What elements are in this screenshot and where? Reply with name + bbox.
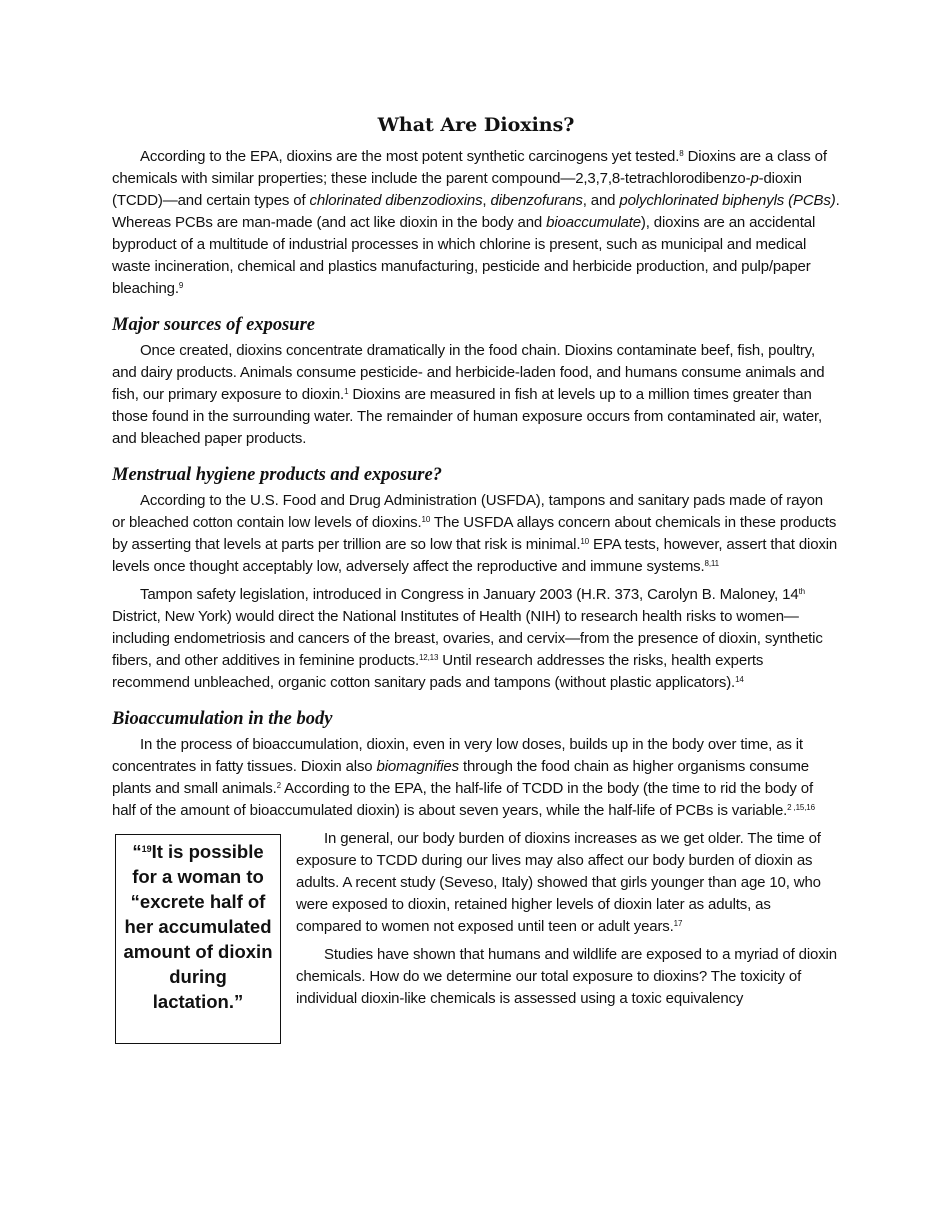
text-run: Dioxins are a class of chemicals with similar properties; these include the parent compound—2,3,7,8-tetrachlorodibenzo- — [112, 148, 827, 187]
footnote-ref: 9 — [178, 281, 184, 290]
footnote-ref: th — [798, 587, 805, 596]
paragraph — [112, 340, 840, 450]
section-major-sources — [112, 340, 840, 450]
section-heading-major-sources: Major sources of exposure — [112, 315, 315, 335]
text-run: , and — [582, 192, 620, 209]
text-run: It is possible for a woman to “excrete half of her accumulated amount of dioxin during lactation.” — [123, 841, 273, 1012]
footnote-ref: 2 ,15,16 — [787, 803, 815, 812]
text-run: District, New York) would direct the National Institutes of Health (NIH) to research health risks to women—including endometriosis and cancers of the breast, ovaries, and cervix—from the presence of dioxin, synthetic fibers, and other additives in feminine products. — [112, 608, 823, 669]
footnote-ref: 10 — [580, 537, 589, 546]
footnote-ref: 8 — [679, 149, 684, 158]
italic-text: bioaccumulate — [546, 214, 641, 231]
text-run: According to the EPA, dioxins are the most potent synthetic carcinogens yet tested. — [140, 148, 680, 165]
text-run: Tampon safety legislation, introduced in Congress in January 2003 (H.R. 373, Carolyn B. Maloney, 14 — [140, 586, 799, 603]
text-run: “ — [132, 841, 142, 862]
text-run: In general, our body burden of dioxins increases as we get older. The time of exposure to TCDD during our lives may also affect our body burden of dioxin as adults. A recent study (Seveso, Italy) showed that girls younger than age 10, who were exposed to dioxin, retained higher levels of dioxin later as adults, as compared to women not exposed until teen or adult years. — [296, 830, 821, 935]
text-run: Dioxins are measured in fish at levels up to a million times greater than those found in the surrounding water. The remainder of human exposure occurs from contaminated air, water, and bleached paper products. — [112, 386, 823, 447]
footnote-ref: 8,11 — [704, 559, 719, 568]
section-menstrual-products — [112, 490, 840, 694]
text-run: Until research addresses the risks, health experts recommend unbleached, organic cotton sanitary pads and tampons (without plastic applicators). — [112, 652, 764, 691]
page-title: What Are Dioxins? — [377, 114, 575, 136]
footnote-ref: 17 — [673, 919, 683, 928]
text-run: In the process of bioaccumulation, dioxin, even in very low doses, builds up in the body over time, as it concentrates in fatty tissues. Dioxin also — [112, 736, 803, 775]
footnote-ref: 12,13 — [419, 653, 439, 662]
italic-text: polychlorinated biphenyls (PCBs) — [619, 192, 836, 209]
paragraph — [112, 734, 840, 822]
footnote-ref: 19 — [141, 844, 152, 854]
text-run: . Whereas PCBs are man-made (and act like dioxin in the body and — [112, 192, 840, 231]
section-heading-bioaccumulation: Bioaccumulation in the body — [112, 709, 333, 729]
paragraph — [296, 944, 840, 1010]
section-bioaccumulation — [112, 734, 840, 822]
text-run: Studies have shown that humans and wildlife are exposed to a myriad of dioxin chemicals. How do we determine our total exposure to dioxins? The toxicity of individual dioxin-like chemicals is assessed using a toxic equivalency — [296, 946, 837, 1007]
text-run: According to the EPA, the half-life of TCDD in the body (the time to rid the body of half of the amount of bioaccumulated dioxin) is about seven years, while the half-life of PCBs is variable. — [112, 780, 813, 819]
italic-text: biomagnifies — [376, 758, 459, 775]
paragraph — [296, 828, 840, 938]
footnote-ref: 1 — [344, 387, 349, 396]
text-run: -dioxin (TCDD)—and certain types of — [112, 170, 802, 209]
paragraph — [112, 584, 840, 694]
text-run: ), dioxins are an accidental byproduct of a multitude of industrial processes in which chlorine is present, such as municipal and medical waste incineration, chemical and plastics manufacturing, pesticide and herbicide production, and pulp/paper bleaching. — [112, 214, 816, 297]
text-run: , — [482, 192, 491, 209]
footnote-ref: 10 — [421, 515, 431, 524]
text-run: According to the U.S. Food and Drug Administration (USFDA), tampons and sanitary pads made of rayon or bleached cotton contain low levels of dioxins. — [112, 492, 823, 531]
footnote-ref: 2 — [276, 781, 281, 790]
paragraph — [112, 490, 840, 578]
document-page — [112, 112, 840, 1044]
pull-quote-box — [115, 834, 281, 1044]
text-run: The USFDA allays concern about chemicals in these products by asserting that levels at parts per trillion are so low that risk is minimal. — [112, 514, 837, 553]
text-run: EPA tests, however, assert that dioxin levels once thought acceptably low, adversely affect the reproductive and immune systems. — [112, 536, 838, 575]
footnote-ref: 14 — [735, 675, 744, 684]
italic-text: p — [750, 170, 759, 187]
right-column — [296, 828, 840, 1044]
text-run: Once created, dioxins concentrate dramatically in the food chain. Dioxins contaminate beef, fish, poultry, and dairy products. Animals consume pesticide- and herbicide-laden food, and humans consume animals and fish, our primary exposure to dioxin. — [112, 342, 825, 403]
section-heading-menstrual-products: Menstrual hygiene products and exposure? — [112, 465, 442, 485]
two-column-block — [112, 828, 840, 1044]
paragraph — [112, 146, 840, 300]
italic-text: dibenzofurans — [490, 192, 583, 209]
italic-text: chlorinated dibenzodioxins — [309, 192, 483, 209]
intro — [112, 146, 840, 300]
text-run: through the food chain as higher organisms consume plants and small animals. — [112, 758, 810, 797]
